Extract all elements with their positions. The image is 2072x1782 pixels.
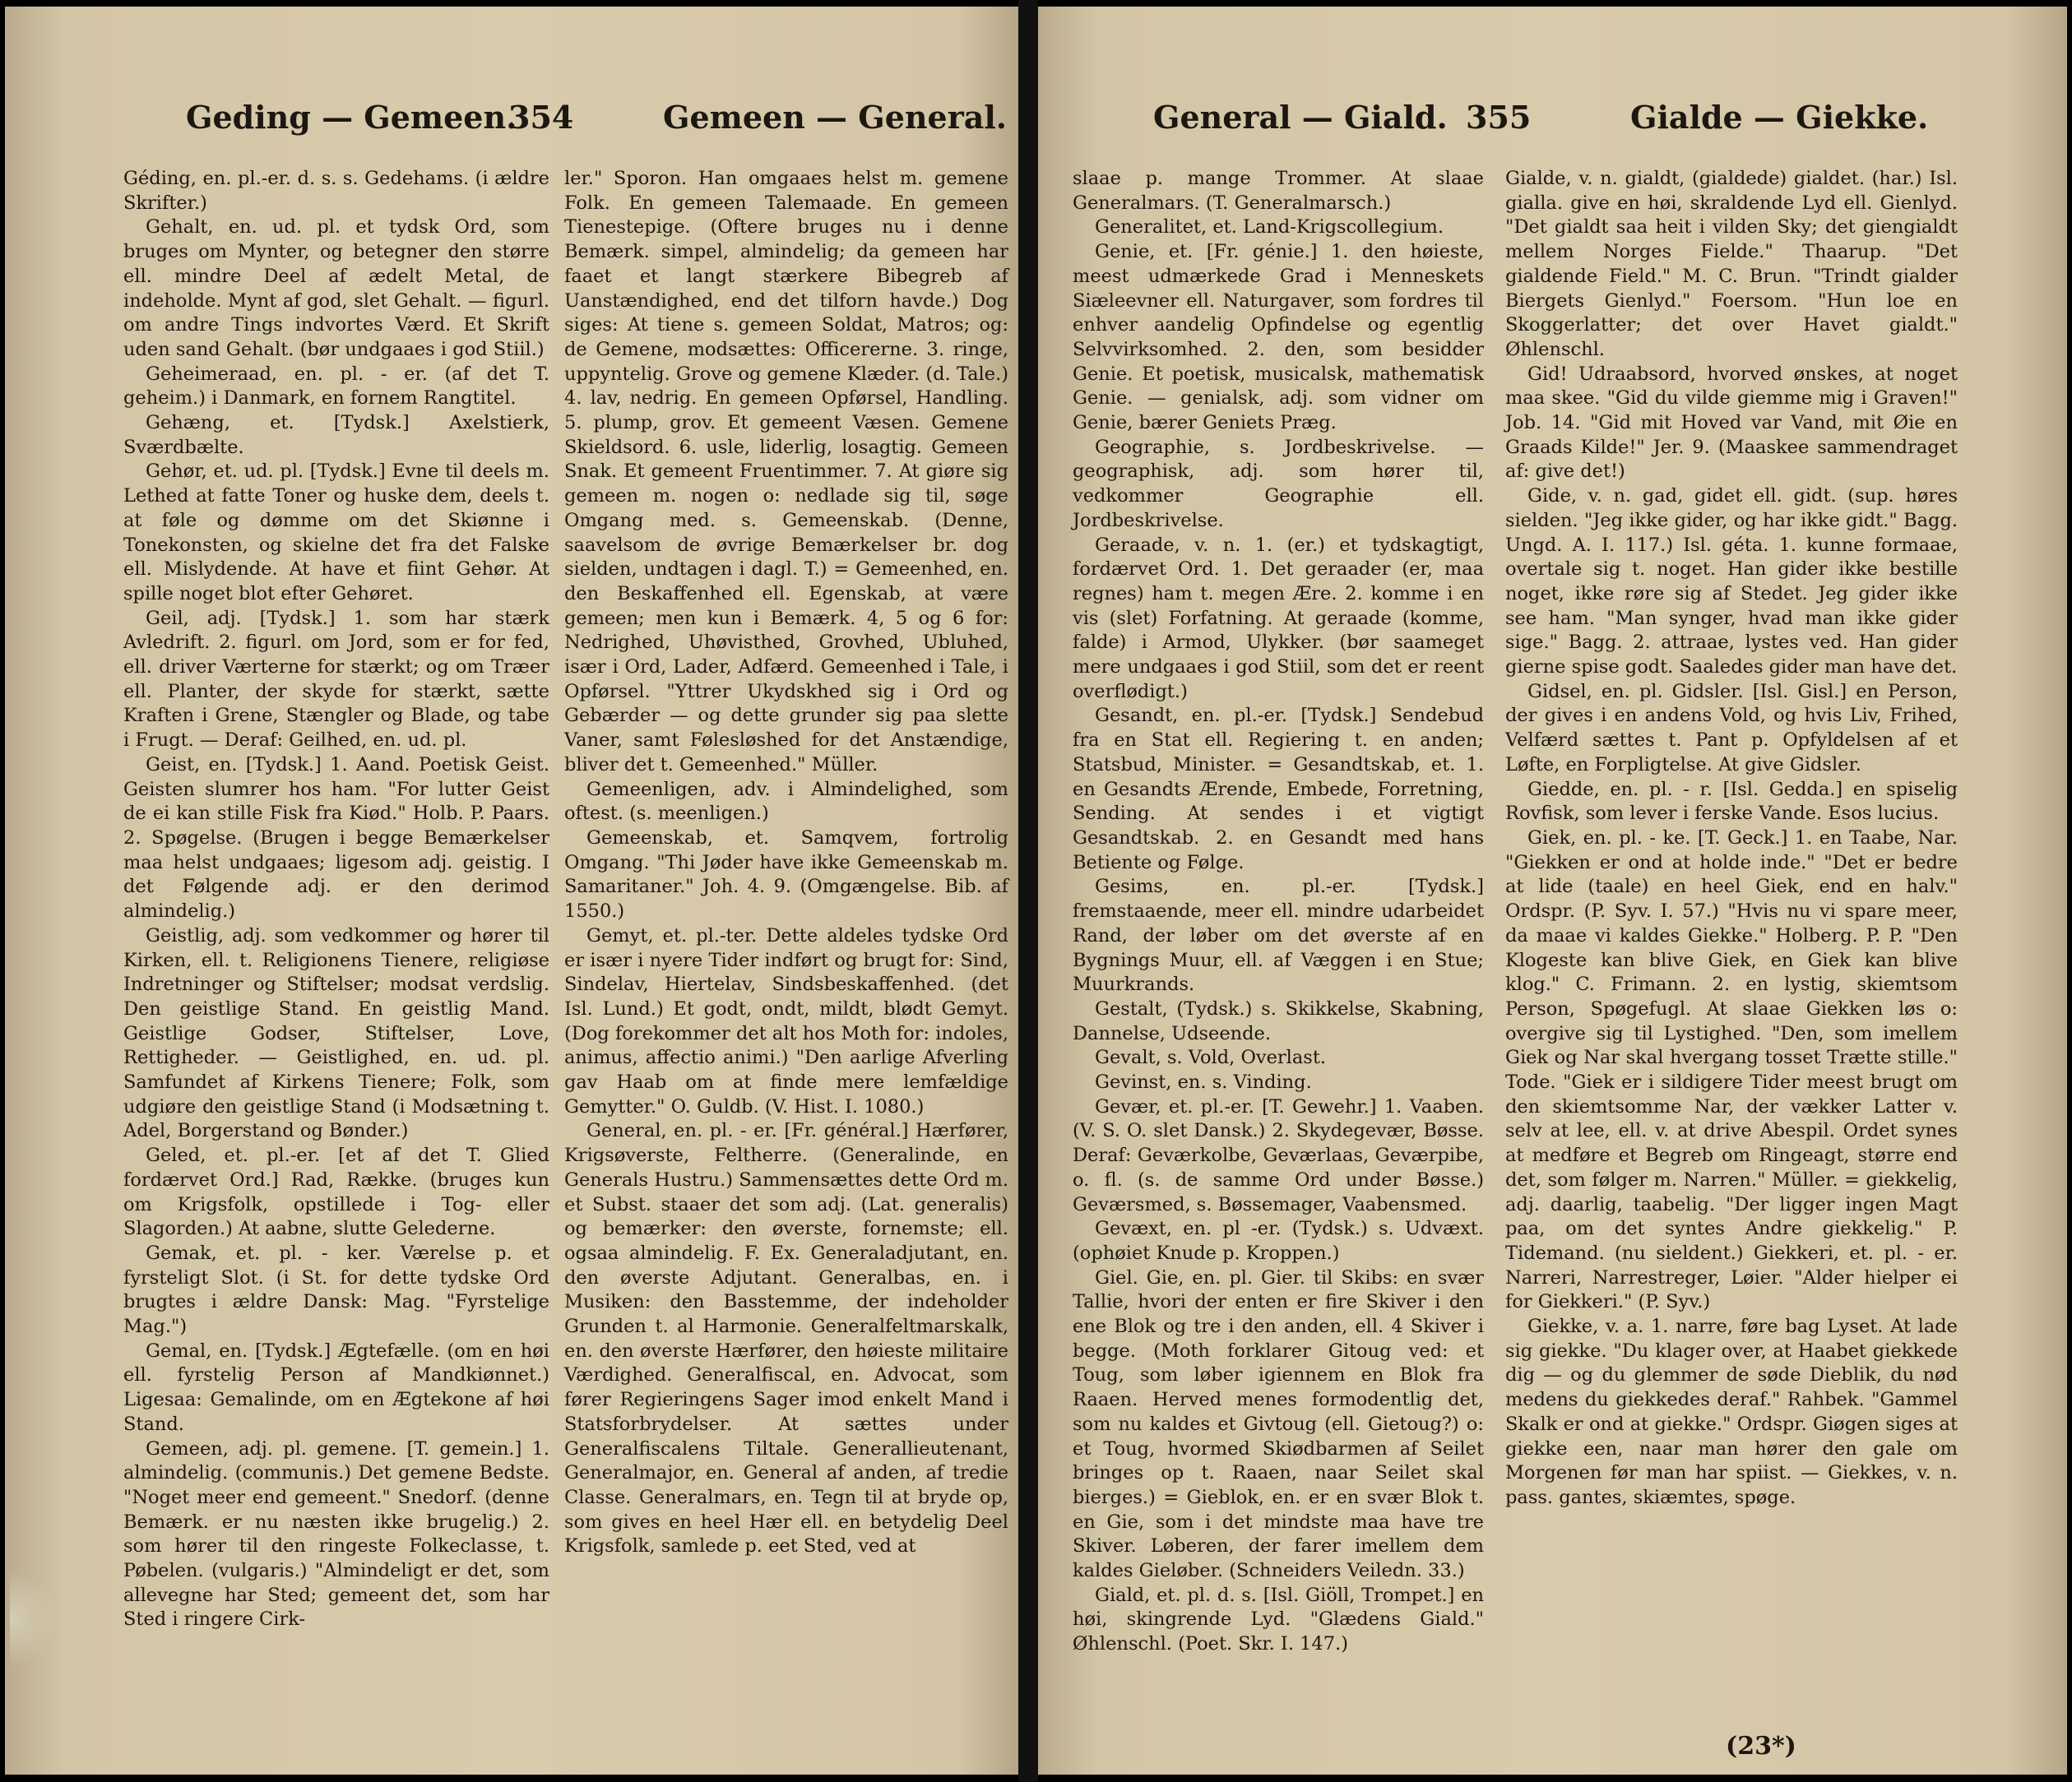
dictionary-entry: Gid! Udraabsord, hvorved ønskes, at noget maa skee. "Gid du vilde giemme mig i Graven!" Job. 14. "Gid mit Hoved var Vand, mit Øie en Graads Kilde!" Jer. 9. (Maaskee sammendraget af: give det!)	[1505, 363, 1958, 483]
dictionary-entry: Geographie, s. Jordbeskrivelse. — geographisk, adj. som hører til, vedkommer Geographie ell. Jordbeskrivelse.	[1073, 436, 1484, 531]
right-page-header	[1038, 99, 2067, 148]
dictionary-entry: Geistlig, adj. som vedkommer og hører til Kirken, ell. t. Religionens Tienere, religiøse Indretninger og Stiftelser; modsat verdslig. Den geistlige Stand. En geistlig Mand. Geistlige Godser, Stiftelser, Love, Rettigheder. — Geistlighed, en. ud. pl. Samfundet af Kirkens Tienere; Folk, som udgiøre den geistlige Stand (i Modsætning t. Adel, Borgerstand og Bønder.)	[123, 924, 549, 1142]
dictionary-entry: Gemeen, adj. pl. gemene. [T. gemein.] 1. almindelig. (communis.) Det gemene Bedste. "Noget meer end gemeent." Snedorf. (denne Bemærk. er nu næsten ikke brugelig.) 2. som hører til den ringeste Folkeclasse, t. Pøbelen. (vulgaris.) "Almindeligt er det, som allevegne har Sted; gemeent det, som har Sted i ringere Cirk-	[123, 1437, 549, 1631]
dictionary-entry: Gevalt, s. Vold, Overlast.	[1095, 1047, 1327, 1069]
dictionary-entry: Giel. Gie, en. pl. Gier. til Skibs: en svær Tallie, hvori der enten er fire Skiver i den ene Blok og tre i den anden, ell. 4 Skiver i begge. (Moth forklarer Gitoug ved: et Toug, som løber igiennem en Blok fra Raaen. Herved menes formodentlig det, som nu kaldes et Givtoug (ell. Gietoug?) o: et Toug, hvormed Skiødbarmen af Seilet bringes op t. Raaen, naar Seilet skal bierges.) = Gieblok, en. er en svær Blok t. en Gie, som i det mindste maa have tre Skiver. Løberen, der farer imellem dem kaldes Gieløber. (Schneiders Veiledn. 33.)	[1073, 1266, 1484, 1582]
header-guide-word-right: Gialde — Giekke.	[1630, 99, 1929, 136]
dictionary-entry: Geraade, v. n. 1. (er.) et tydskagtigt, fordærvet Ord. 1. Det geraader (er, maa regnes) ham t. megen Ære. 2. komme i en vis (slet) Forfatning. At geraade (komme, falde) i Armod, Ulykker. (bør saameget mere undgaaes i god Stiil, som det er reent overflødigt.)	[1073, 534, 1484, 702]
dictionary-entry: slaae p. mange Trommer. At slaae Generalmars. (T. Generalmarsch.)	[1073, 168, 1484, 214]
dictionary-entry: Gevær, et. pl.-er. [T. Gewehr.] 1. Vaaben. (V. S. O. slet Dansk.) 2. Skydegevær, Bøsse. Deraf: Geværkolbe, Geværlaas, Geværpibe, o. fl. (s. de samme Ord under Bøsse.) Geværsmed, s. Bøssemager, Vaabensmed.	[1073, 1095, 1484, 1215]
page-stain	[10, 1569, 59, 1668]
header-guide-word-left: General — Giald.	[1153, 99, 1448, 136]
dictionary-entry: Gehæng, et. [Tydsk.] Axelstierk, Sværdbælte.	[123, 412, 549, 458]
dictionary-entry: ler." Sporon. Han omgaaes helst m. gemene Folk. En gemeen Talemaade. En gemeen Tienestepige. (Oftere bruges nu i denne Bemærk. simpel, almindelig; da gemeen har faaet et langt stærkere Bibegreb af Uanstændighed, end det tilforn havde.) Dog siges: At tiene s. gemeen Soldat, Matros; og: de Gemene, modsættes: Officererne. 3. ringe, uppyntelig. Grove og gemene Klæder. (d. Tale.) 4. lav, nedrig. En gemeen Opførsel, Handling. 5. plump, grov. Et gemeent Væsen. Gemene Skieldsord. 6. usle, liderlig, losagtig. Gemeen Snak. Et gemeent Fruentimmer. 7. At giøre sig gemeen m. nogen o: nedlade sig til, søge Omgang med. s. Gemeenskab. (Denne, saavelsom de øvrige Bemærkelser br. dog sielden, undtagen i dagl. T.) = Gemeenhed, en. den Beskaffenhed ell. Egenskab, at være gemeen; men kun i Bemærk. 4, 5 og 6 for: Nedrighed, Uhøvisthed, Grovhed, Ubluhed, især i Ord, Lader, Adfærd. Gemeenhed i Tale, i Opførsel. "Yttrer Ukydskhed sig i Ord og Gebærder — og dette grunder sig paa slette Vaner, samt Følesløshed for det Anstændige, bliver det t. Gemeenhed." Müller.	[564, 168, 1008, 775]
dictionary-entry: Geheimeraad, en. pl. - er. (af det T. geheim.) i Danmark, en fornem Rangtitel.	[123, 363, 549, 410]
dictionary-entry: Gemyt, et. pl.-ter. Dette aldeles tydske Ord er især i nyere Tider indført og brugt for: Sind, Sindelav, Hiertelav, Sindsbeskaffenhed. (det Isl. Lund.) Et godt, ondt, mildt, blødt Gemyt. (Dog forekommer det alt hos Moth for: indoles, animus, affectio animi.) "Den aarlige Afverling gav Haab om at finde mere lemfældige Gemytter." O. Guldb. (V. Hist. I. 1080.)	[564, 924, 1008, 1118]
dictionary-entry: Gesandt, en. pl.-er. [Tydsk.] Sendebud fra en Stat ell. Regiering t. en anden; Statsbud, Minister. = Gesandtskab, et. 1. en Gesandts Ærende, Embede, Forretning, Sending. At sendes i et vigtigt Gesandtskab. 2. en Gesandt med hans Betiente og Følge.	[1073, 705, 1484, 873]
left-column-a	[123, 167, 549, 1632]
dictionary-entry: Geled, et. pl.-er. [et af det T. Glied fordærvet Ord.] Rad, Række. (bruges kun om Krigsfolk, opstillede i Tog- eller Slagorden.) At aabne, slutte Gelederne.	[123, 1145, 549, 1240]
dictionary-entry: Gemak, et. pl. - ker. Værelse p. et fyrsteligt Slot. (i St. for dette tydske Ord brugtes i ældre Dansk: Mag. "Fyrstelige Mag.")	[123, 1242, 549, 1338]
dictionary-entry: Géding, en. pl.-er. d. s. s. Gedehams. (i ældre Skrifter.)	[123, 168, 549, 214]
dictionary-entry: Geist, en. [Tydsk.] 1. Aand. Poetisk Geist. Geisten slumrer hos ham. "For lutter Geist de ei kan stille Fisk fra Kiød." Holb. P. Paars. 2. Spøgelse. (Brugen i begge Bemærkelser maa helst undgaaes; ligesom adj. geistig. I det Følgende adj. er den derimod almindelig.)	[123, 753, 549, 923]
left-page	[5, 7, 1018, 1775]
dictionary-entry: Gemeenskab, et. Samqvem, fortrolig Omgang. "Thi Jøder have ikke Gemeenskab m. Samaritaner." Joh. 4. 9. (Omgængelse. Bib. af 1550.)	[564, 826, 1008, 923]
dictionary-entry: Gemeenligen, adv. i Almindelighed, som oftest. (s. meenligen.)	[564, 778, 1008, 825]
right-page	[1038, 7, 2067, 1775]
dictionary-entry: Giald, et. pl. d. s. [Isl. Giöll, Trompet.] en høi, skingrende Lyd. "Glædens Giald." Øhlenschl. (Poet. Skr. I. 147.)	[1073, 1584, 1484, 1655]
dictionary-entry: Gide, v. n. gad, gidet ell. gidt. (sup. høres sielden. "Jeg ikke gider, og har ikke gidt." Bagg. Ungd. A. I. 117.) Isl. géta. 1. kunne formaae, overtale sig t. noget. Han gider ikke bestille noget, ikke røre sig af Stedet. Jeg gider ikke see ham. "Man synger, hvad man ikke gider sige." Bagg. 2. attraae, lystes ved. Han gider gierne spise godt. Saaledes gider man have det.	[1505, 485, 1958, 678]
dictionary-entry: Giekke, v. a. 1. narre, føre bag Lyset. At lade sig giekke. "Du klager over, at Haabet giekkede dig — og du glemmer de søde Dieblik, du nød medens du giekkedes deraf." Rahbek. "Gammel Skalk er ond at giekke." Ordspr. Giøgen siges at giekke een, naar man hører den gale om Morgenen før man har spiist. — Giekkes, v. n. pass. gantes, skiæmtes, spøge.	[1505, 1316, 1958, 1508]
dictionary-entry: Gehalt, en. ud. pl. et tydsk Ord, som bruges om Mynter, og betegner den større ell. mindre Deel af ædelt Metal, de indeholde. Mynt af god, slet Gehalt. — figurl. om andre Tings indvortes Værd. Et Skrift uden sand Gehalt. (bør undgaaes i god Stiil.)	[123, 216, 549, 360]
page-number: 354	[508, 99, 574, 136]
page-number: 355	[1466, 99, 1532, 136]
left-column-b	[564, 167, 1008, 1559]
dictionary-entry: Gehør, et. ud. pl. [Tydsk.] Evne til deels m. Lethed at fatte Toner og huske dem, deels t. at føle og dømme om det Skiønne i Tonekonsten, og skielne det fra det Falske ell. Mislydende. At have et fiint Gehør. At spille noget blot efter Gehøret.	[123, 461, 549, 604]
header-guide-word-left: Geding — Gemeen.	[186, 99, 517, 136]
header-guide-word-right: Gemeen — General.	[663, 99, 1008, 136]
dictionary-entry: Geil, adj. [Tydsk.] 1. som har stærk Avledrift. 2. figurl. om Jord, som er for fed, ell. driver Værterne for stærkt; og om Træer ell. Planter, der skyde for stærkt, sætte Kraften i Grene, Stængler og Blade, og tabe i Frugt. — Deraf: Geilhed, en. ud. pl.	[123, 607, 549, 752]
dictionary-entry: Gevæxt, en. pl -er. (Tydsk.) s. Udvæxt. (ophøiet Knude p. Kroppen.)	[1073, 1218, 1484, 1264]
dictionary-entry: Gialde, v. n. gialdt, (gialdede) gialdet. (har.) Isl. gialla. give en høi, skraldende Lyd ell. Gienlyd. "Det gialdt saa heit i vilden Sky; det giengialdt mellem Norges Fielde." Thaarup. "Det gialdende Field." M. C. Brun. "Trindt gialder Biergets Gienlyd." Foersom. "Hun loe en Skoggerlatter; det over Havet gialdt." Øhlenschl.	[1505, 168, 1958, 360]
signature-mark: (23*)	[1726, 1732, 1796, 1761]
dictionary-entry: Giek, en. pl. - ke. [T. Geck.] 1. en Taabe, Nar. "Giekken er ond at holde inde." "Det er bedre at lide (taale) en heel Giek, end en halv." Ordspr. (P. Syv. I. 57.) "Hvis nu vi spare meer, da maae vi kaldes Giekke." Holberg. P. P. "Den Klogeste kan blive Giek, en Giek kan blive klog." C. Frimann. 2. en lystig, skiemtsom Person, Spøgefugl. At slaae Giekken løs o: overgive sig til Lystighed. "Den, som imellem Giek og Nar skal hvergang tosset Trætte stille." Tode. "Giek er i sildigere Tider meest brugt om den skiemtsomme Nar, der vækker Latter v. selv at lee, ell. v. at drive Abespil. Ordet synes at medføre et Begreb om Ringeagt, større end det, som følger m. Narren." Müller. = giekkelig, adj. daarlig, taabelig. "Der ligger ingen Magt paa, om det syntes Andre giekkelig." P. Tidemand. (nu sieldent.) Giekkeri, et. pl. - er. Narreri, Narrestreger, Løier. "Alder hielper ei for Giekkeri." (P. Syv.)	[1505, 826, 1958, 1313]
right-column-a	[1073, 167, 1484, 1657]
dictionary-entry: Generalitet, et. Land-Krigscollegium.	[1095, 216, 1444, 238]
left-page-header	[5, 99, 1018, 148]
dictionary-entry: Gesims, en. pl.-er. [Tydsk.] fremstaaende, meer ell. mindre udarbeidet Rand, der løber om det øverste af en Bygnings Muur, ell. af Væggen i en Stue; Muurkrands.	[1073, 876, 1484, 996]
dictionary-entry: Gevinst, en. s. Vinding.	[1095, 1072, 1312, 1094]
dictionary-entry: Giedde, en. pl. - r. [Isl. Gedda.] en spiselig Rovfisk, som lever i ferske Vande. Esos lucius.	[1505, 778, 1958, 825]
dictionary-entry: General, en. pl. - er. [Fr. général.] Hærfører, Krigsøverste, Feltherre. (Generalinde, en Generals Hustru.) Sammensættes dette Ord m. et Subst. staaer det som adj. (Lat. generalis) og bemærker: den øverste, fornemste; ell. ogsaa almindelig. F. Ex. Generaladjutant, en. den øverste Adjutant. Generalbas, en. i Musiken: den Basstemme, der indeholder Grunden t. al Harmonie. Generalfeltmarskalk, en. den øverste Hærfører, den høieste militaire Værdighed. Generalfiscal, en. Advocat, som fører Regieringens Sager imod enkelt Mand i Statsforbrydelser. At sættes under Generalfiscalens Tiltale. Generallieutenant, Generalmajor, en. General af anden, af tredie Classe. Generalmars, en. Tegn til at bryde op, som gives en heel Hær ell. en betydelig Deel Krigsfolk, samlede p. eet Sted, ved at	[564, 1120, 1008, 1558]
dictionary-entry: Gestalt, (Tydsk.) s. Skikkelse, Skabning, Dannelse, Udseende.	[1073, 997, 1484, 1044]
dictionary-entry: Gemal, en. [Tydsk.] Ægtefælle. (om en høi ell. fyrstelig Person af Mandkiønnet.) Ligesaa: Gemalinde, om en Ægtekone af høi Stand.	[123, 1340, 549, 1435]
dictionary-entry: Genie, et. [Fr. génie.] 1. den høieste, meest udmærkede Grad i Menneskets Siæleevner ell. Naturgaver, som fordres til enhver aandelig Opfindelse og egentlig Selvvirksomhed. 2. den, som besidder Genie. Et poetisk, musicalsk, mathematisk Genie. — genialsk, adj. som vidner om Genie, bærer Geniets Præg.	[1073, 241, 1484, 434]
dictionary-entry: Gidsel, en. pl. Gidsler. [Isl. Gisl.] en Person, der gives i en andens Vold, og hvis Liv, Frihed, Velfærd sættes t. Pant p. Opfyldelsen af et Løfte, en Forpligtelse. At give Gidsler.	[1505, 680, 1958, 775]
book-gutter	[1018, 0, 1038, 1782]
right-column-b	[1505, 167, 1958, 1511]
